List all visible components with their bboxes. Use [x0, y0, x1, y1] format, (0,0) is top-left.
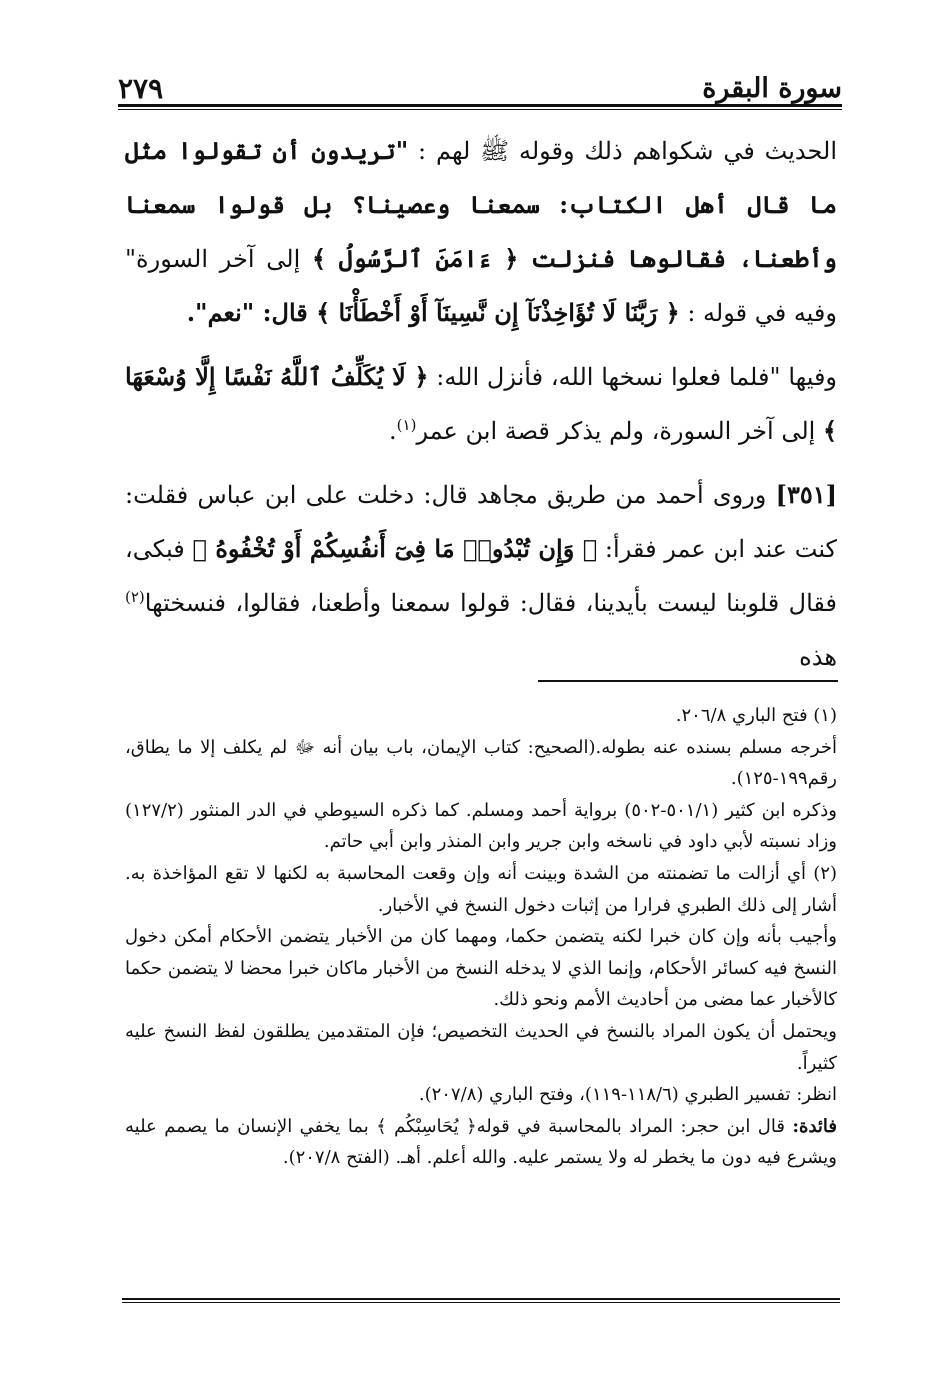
paragraph-3	[125, 468, 837, 684]
narration-number: [٣٥١]	[775, 480, 838, 509]
footnote-marker: (٢)	[125, 588, 145, 606]
page-header	[118, 60, 842, 104]
footnote-1-detail: أخرجه مسلم بسنده عنه بطوله.(الصحيح: كتاب الإيمان، باب بيان أنه ﷻ لم يكلف إلا ما يطاق، رقم١٩٩-١٢٥).	[125, 736, 837, 790]
footnote-1-detail: وذكره ابن كثير (٥٠١/١-٥٠٢) برواية أحمد ومسلم. كما ذكره السيوطي في الدر المنثور (١٢٧/٢) وزاد نسبته لأبي داود في ناسخه وابن جرير وابن المنذر وابن أبي حاتم.	[125, 799, 837, 853]
text-span: إلى آخر السورة، ولم يذكر قصة ابن عمر	[416, 417, 823, 445]
quran-verse: ﴿ لَا يُكَلِّفُ ٱللَّهُ نَفْسًا إِلَّا وُسْعَهَا ﴾	[125, 362, 837, 445]
text-span: وفيها "فلما فعلوا نسخها الله، فأنزل الله:	[428, 363, 838, 391]
hadith-quote: "تريدون أن تقولوا مثل ما قال أهل الكتاب: سمعنا وعصينا؟ بل قولوا سمعنا وأطعنا، فقالوها فنزلت	[125, 136, 837, 273]
text-span: وروى أحمد من طريق مجاهد قال: دخلت على ابن عباس فقلت: كنت عند ابن عمر فقرأ:	[125, 481, 837, 563]
benefit-label: فائدة:	[792, 1115, 837, 1137]
footnote-2-benefit	[125, 1111, 837, 1174]
text-span: إلى آخر السورة" وفيه في قوله :	[125, 245, 837, 327]
quran-verse: ﴿ ءَامَنَ ٱلرَّسُولُ ﴾	[312, 244, 519, 273]
footnote-2-detail: انظر: تفسير الطبري (١١٨/٦-١١٩)، وفتح الباري (٢٠٧/٨).	[418, 1084, 837, 1106]
footnotes	[125, 700, 837, 1174]
paragraph-1	[125, 124, 837, 340]
page-number: ٢٧٩	[118, 72, 164, 105]
footnote-2: (٢) أي أزالت ما تضمنته من الشدة وبينت أنه وإن وقعت المحاسبة به لكنها لا تقع المؤاخذة به. أشار إلى ذلك الطبري فرارا من إثبات دخول النسخ في الأخبار.	[125, 862, 837, 916]
quran-verse: ﴿ رَبَّنَا لَا تُؤَاخِذْنَآ إِن نَّسِينَآ أَوْ أَخْطَأْنَا ﴾	[316, 298, 680, 327]
footnote-1: (١) فتح الباري ٢٠٦/٨.	[675, 705, 837, 726]
main-text	[125, 124, 837, 694]
bottom-divider	[122, 1298, 840, 1303]
footnote-2-detail: ويحتمل أن يكون المراد بالنسخ في الحديث التخصيص؛ فإن المتقدمين يطلقون لفظ النسخ عليه كثيراً.	[125, 1020, 837, 1074]
benefit-text: قال ابن حجر: المراد بالمحاسبة في قوله﴿ يُحَاسِبْكُم ﴾ بما يخفي الإنسان ما يصمم عليه ويشرع فيه دون ما يخطر له ولا يستمر عليه. والله أعلم. أهـ. (الفتح ٢٠٧/٨).	[125, 1115, 837, 1169]
footnote-marker: (١)	[396, 416, 417, 434]
hadith-quote: قال: "نعم".	[186, 298, 317, 327]
text-span: فبكى، فقال قلوبنا ليست بأيدينا، فقال: قولوا سمعنا وأطعنا، فقالوا، فنسختها	[125, 535, 837, 617]
header-divider	[118, 104, 842, 110]
footnote-divider	[538, 680, 838, 682]
surah-title: سورة البقرة	[702, 73, 842, 104]
text-span: .	[389, 417, 397, 445]
paragraph-2	[125, 350, 837, 458]
text-span: هذه	[799, 643, 837, 671]
quran-verse: ﴿ وَإِن تُبْدُوا۟ مَا فِىٓ أَنفُسِكُمْ أَوْ تُخْفُوهُ ﴾	[192, 534, 598, 563]
text-span: الحديث في شكواهم ذلك وقوله ﷺ لهم :	[408, 137, 837, 165]
footnote-2-detail: وأجيب بأنه وإن كان خبرا لكنه يتضمن حكما، ومهما كان من الأخبار يتضمن الأحكام أمكن دخول النسخ فيه كسائر الأحكام، وإنما الذي لا يدخله النسخ من الأخبار ماكان خبرا محضا لا يتضمن حكما كالأخبار عما مضى من أحاديث الأمم ونحو ذلك.	[125, 926, 837, 1011]
